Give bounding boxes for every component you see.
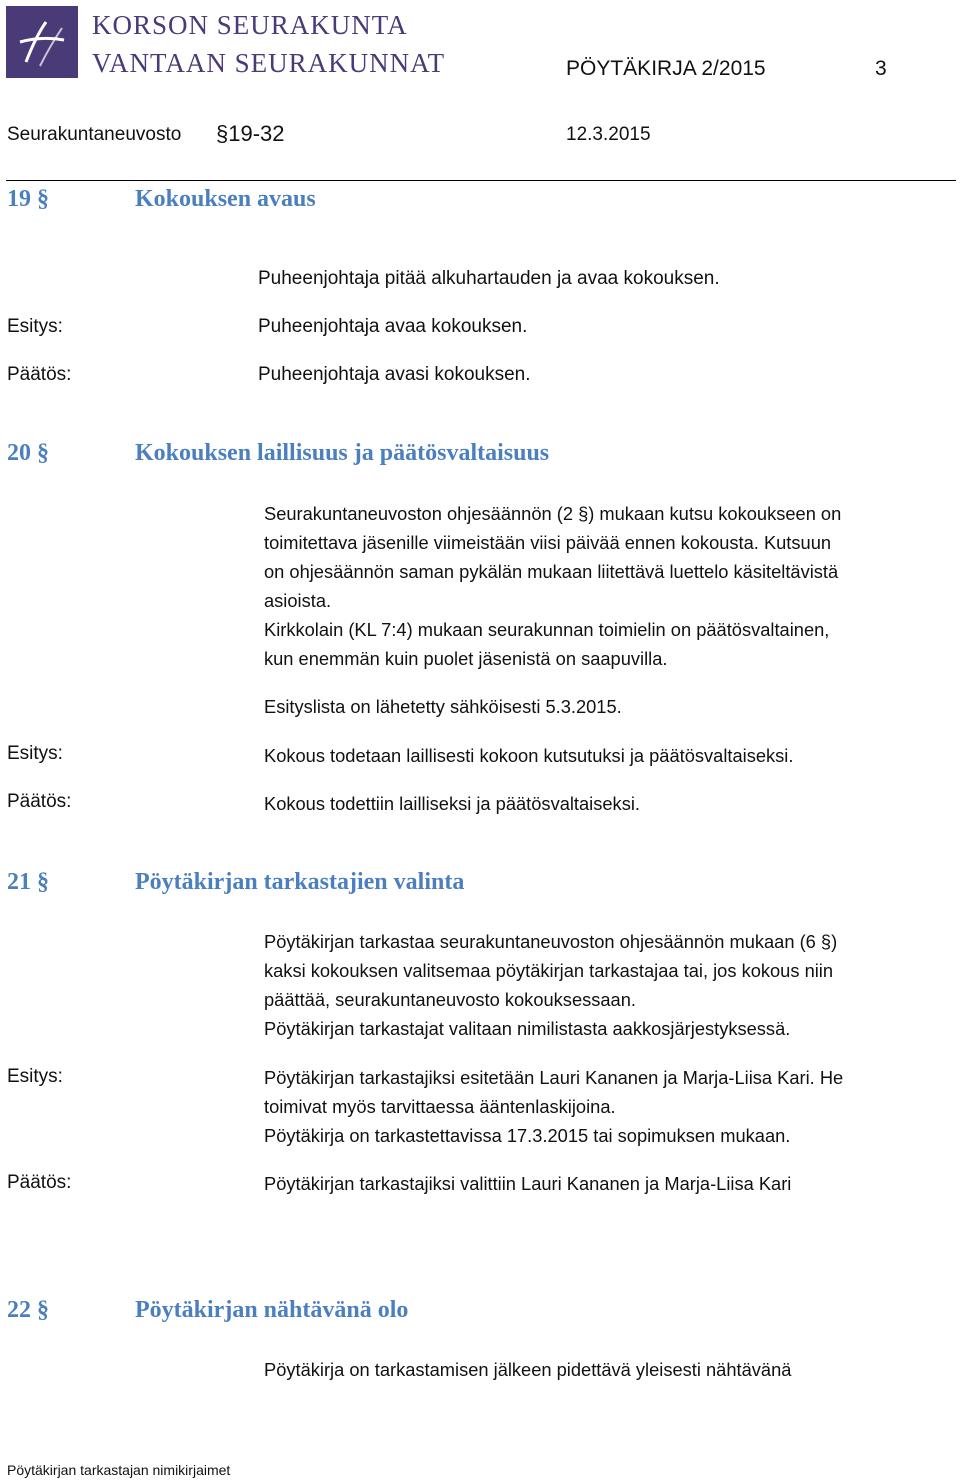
- footer-initials-note: Pöytäkirjan tarkastajan nimikirjaimet: [7, 1462, 231, 1478]
- esitys-text: Puheenjohtaja avaa kokouksen.: [258, 316, 528, 337]
- paatos-label: Päätös:: [7, 791, 72, 812]
- section-title: Pöytäkirjan nähtävänä olo: [135, 1297, 409, 1323]
- section-intro: Puheenjohtaja pitää alkuhartauden ja avaa kokouksen.: [258, 268, 720, 289]
- paatos-text: Pöytäkirjan tarkastajiksi valittiin Lauri Kananen ja Marja-Liisa Kari: [264, 1173, 792, 1194]
- paragraph-line: toimitettava jäsenille viimeistään viisi päivää ennen kokousta. Kutsuun: [264, 532, 832, 553]
- esitys-text: toimivat myös tarvittaessa ääntenlaskijoina.: [264, 1096, 616, 1117]
- section-number: 21 §: [7, 869, 49, 895]
- esitys-label: Esitys:: [7, 316, 63, 337]
- esitys-text: Pöytäkirja on tarkastettavissa 17.3.2015 tai sopimuksen mukaan.: [264, 1125, 791, 1146]
- section-range: §19-32: [216, 121, 285, 146]
- paragraph-line: päättää, seurakuntaneuvosto kokouksessaan.: [264, 989, 636, 1010]
- paragraph-line: Kirkkolain (KL 7:4) mukaan seurakunnan toimielin on päätösvaltainen,: [264, 619, 830, 640]
- section-title: Pöytäkirjan tarkastajien valinta: [135, 869, 465, 895]
- esitys-text: Kokous todetaan laillisesti kokoon kutsutuksi ja päätösvaltaiseksi.: [264, 745, 794, 766]
- paatos-text: Puheenjohtaja avasi kokouksen.: [258, 364, 531, 385]
- section-intro: Pöytäkirja on tarkastamisen jälkeen pidettävä yleisesti nähtävänä: [264, 1359, 792, 1380]
- section-number: 20 §: [7, 440, 49, 466]
- section-title: Kokouksen avaus: [135, 186, 316, 212]
- meeting-date: 12.3.2015: [566, 124, 651, 145]
- paragraph-line: Pöytäkirjan tarkastajat valitaan nimilistasta aakkosjärjestyksessä.: [264, 1018, 791, 1039]
- org-name-line2: VANTAAN SEURAKUNNAT: [92, 48, 446, 78]
- document-title: PÖYTÄKIRJA 2/2015: [566, 57, 766, 80]
- esitys-text: Pöytäkirjan tarkastajiksi esitetään Lauri Kananen ja Marja-Liisa Kari. He: [264, 1067, 844, 1088]
- paragraph-line: Pöytäkirjan tarkastaa seurakuntaneuvoston ohjesäännön mukaan (6 §): [264, 931, 838, 952]
- paragraph-line: Seurakuntaneuvoston ohjesäännön (2 §) mukaan kutsu kokoukseen on: [264, 503, 842, 524]
- paragraph-line: kaksi kokouksen valitsemaa pöytäkirjan tarkastajaa tai, jos kokous niin: [264, 960, 834, 981]
- esitys-label: Esitys:: [7, 743, 63, 764]
- paragraph-line: kun enemmän kuin puolet jäsenistä on saapuvilla.: [264, 648, 668, 669]
- body-name: Seurakuntaneuvosto: [7, 124, 182, 145]
- section-number: 19 §: [7, 186, 49, 212]
- agenda-note: Esityslista on lähetetty sähköisesti 5.3.2015.: [264, 696, 622, 717]
- paragraph-line: on ohjesäännön saman pykälän mukaan liitettävä luettelo käsiteltävistä: [264, 561, 839, 582]
- church-logo: [6, 6, 78, 78]
- section-number: 22 §: [7, 1297, 49, 1323]
- paatos-label: Päätös:: [7, 1172, 72, 1193]
- section-title: Kokouksen laillisuus ja päätösvaltaisuus: [135, 440, 550, 466]
- paatos-label: Päätös:: [7, 364, 72, 385]
- header-rule: [6, 180, 956, 181]
- org-name-line1: KORSON SEURAKUNTA: [92, 10, 408, 40]
- cross-emblem-icon: [6, 6, 78, 78]
- page-number: 3: [875, 57, 887, 80]
- esitys-label: Esitys:: [7, 1066, 63, 1087]
- paragraph-line: asioista.: [264, 590, 332, 611]
- paatos-text: Kokous todettiin lailliseksi ja päätösvaltaiseksi.: [264, 793, 640, 814]
